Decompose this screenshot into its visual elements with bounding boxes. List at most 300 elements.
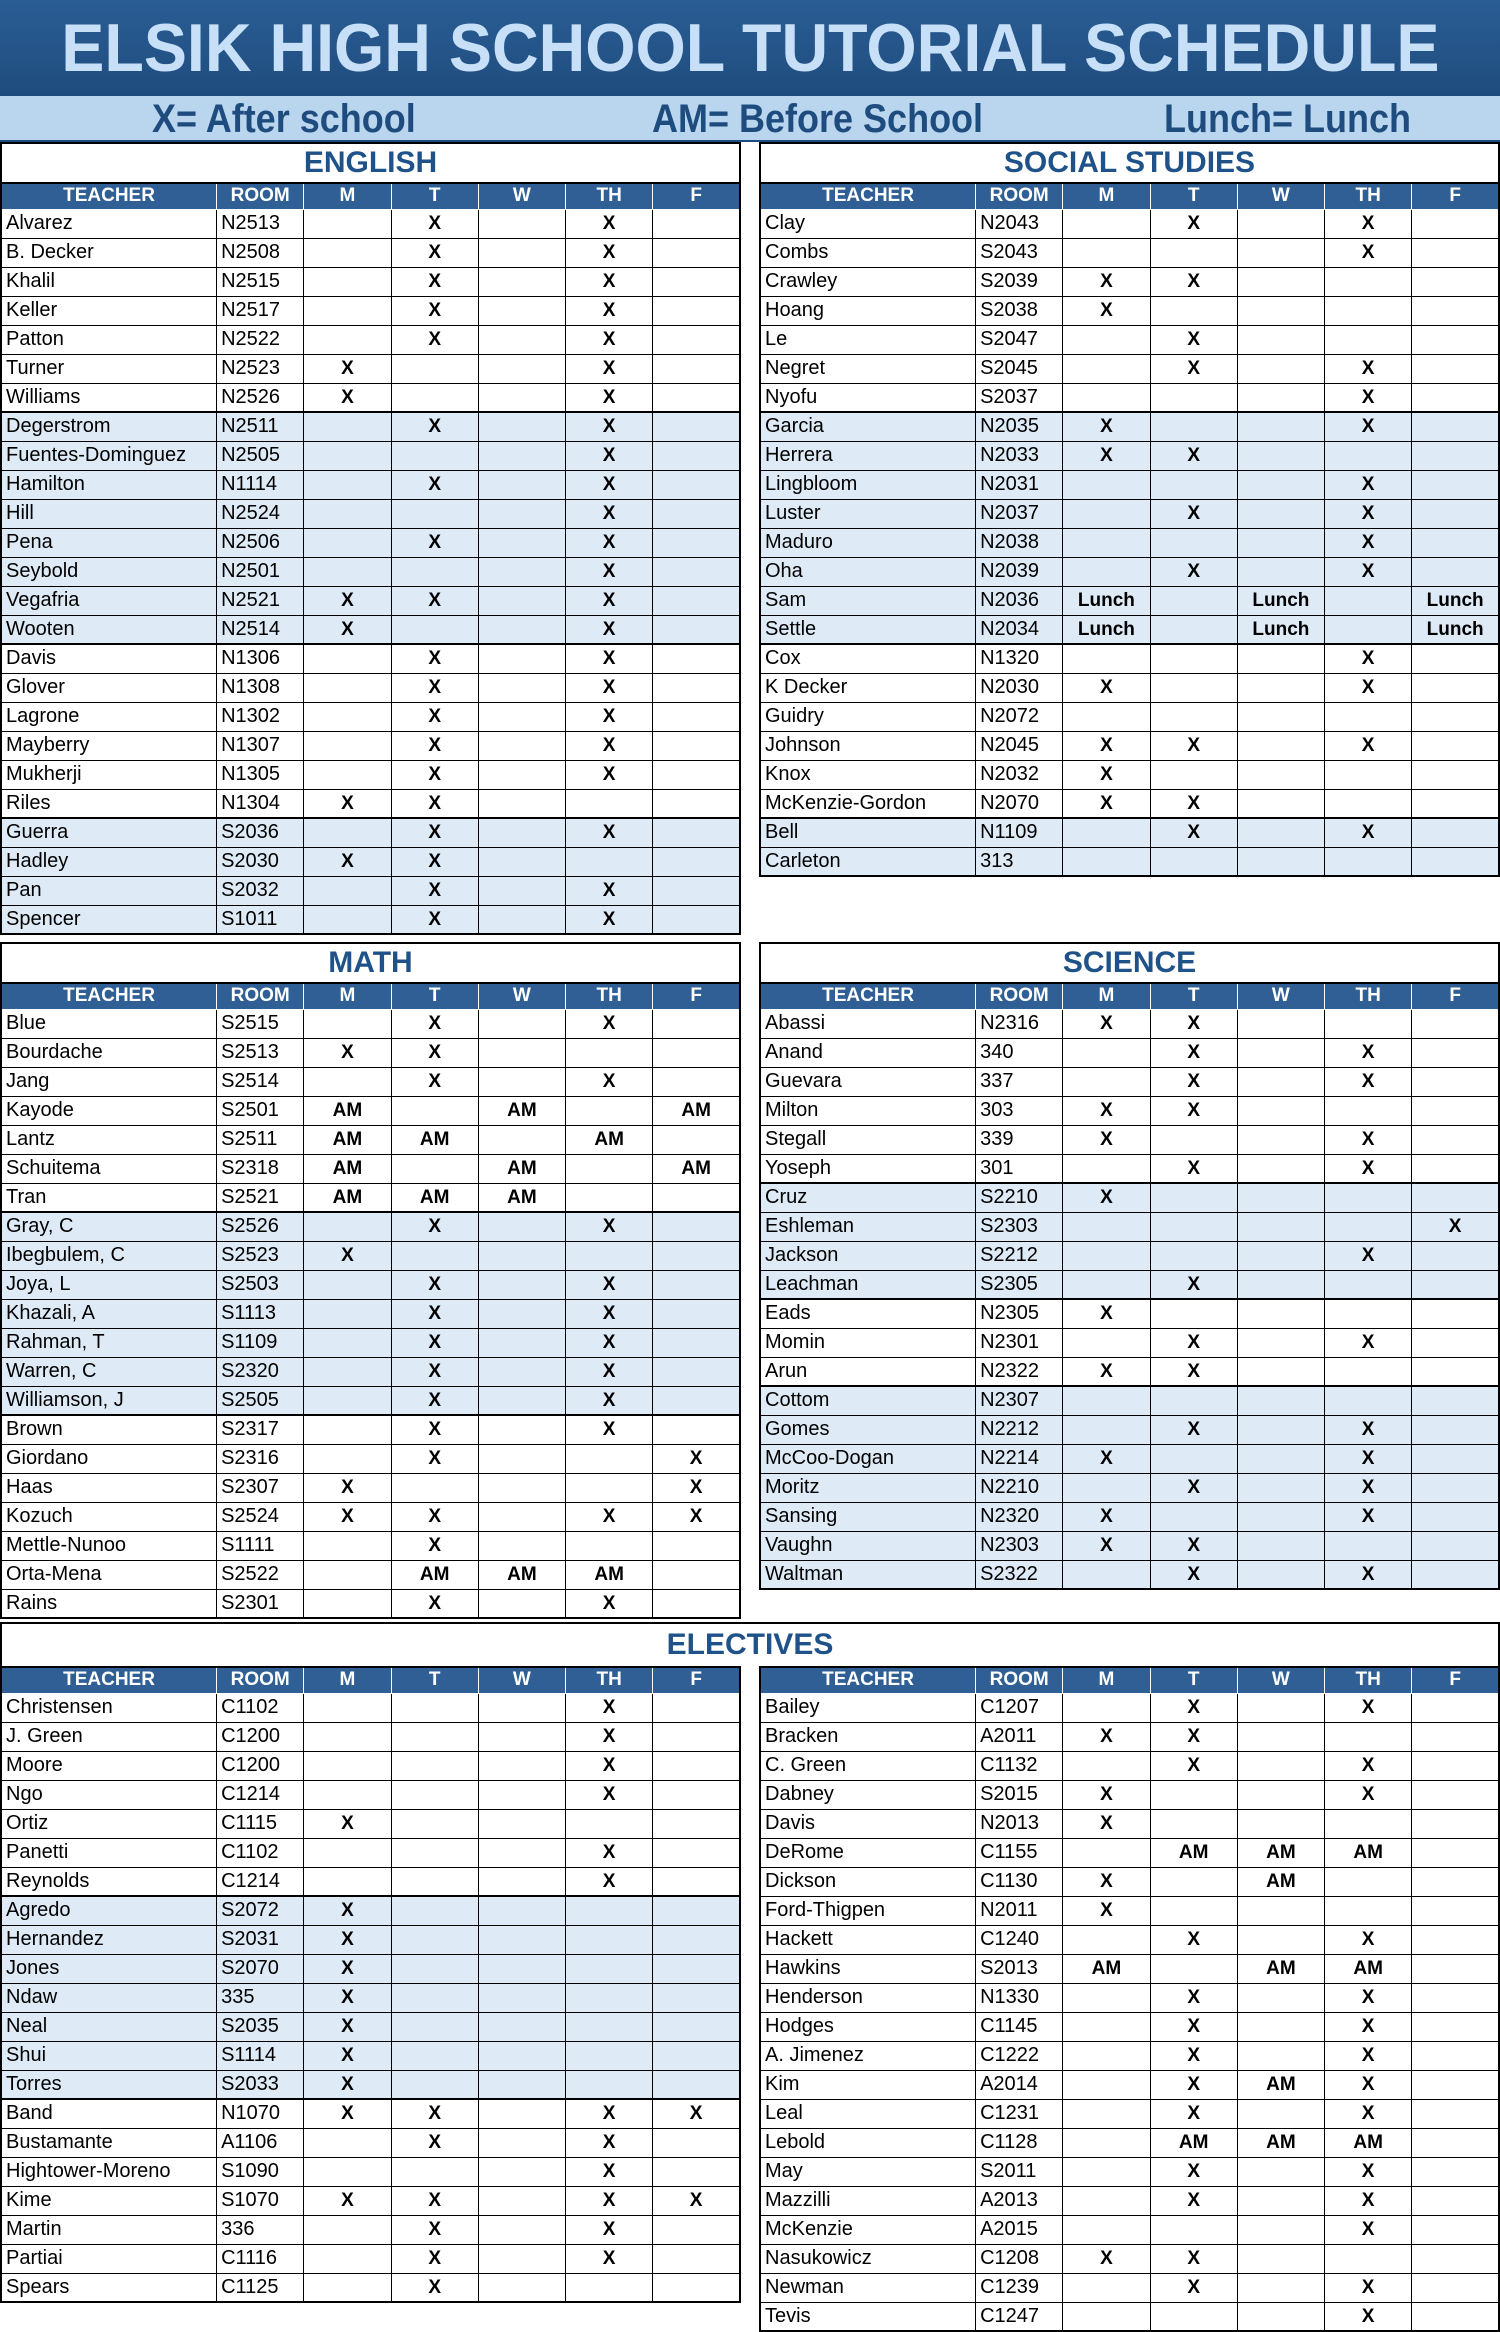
table-row [1,296,740,325]
day-cell [1063,1386,1150,1415]
table-row [1,499,740,528]
day-cell: X [1325,1415,1412,1444]
table-row [760,818,1499,847]
day-cell [1412,731,1499,760]
room-cell: S2503 [217,1270,304,1299]
day-cell: X [1325,1502,1412,1531]
table-row [760,2070,1499,2099]
day-cell [1063,1270,1150,1299]
teacher-cell: Rahman, T [1,1328,217,1357]
column-header: TEACHER [1,1667,217,1693]
table-row [760,644,1499,673]
day-cell [1325,1722,1412,1751]
column-header: ROOM [976,183,1063,209]
teacher-cell: Blue [1,1009,217,1038]
day-cell [304,731,391,760]
room-cell: C1222 [976,2041,1063,2070]
day-cell [1325,1212,1412,1241]
day-cell [1412,1531,1499,1560]
day-cell: X [1150,1328,1237,1357]
day-cell: X [566,1838,653,1867]
teacher-cell: Lebold [760,2128,976,2157]
day-cell [653,209,740,238]
day-cell [653,383,740,412]
day-cell [1237,1299,1324,1328]
day-cell: X [1150,1531,1237,1560]
day-cell [304,1386,391,1415]
table-row [1,238,740,267]
table-row [760,441,1499,470]
day-cell [1150,1809,1237,1838]
electives-left-table [0,1666,741,2303]
table-row [760,383,1499,412]
teacher-cell: Jackson [760,1241,976,1270]
room-cell: S1114 [217,2041,304,2070]
teacher-cell: Williams [1,383,217,412]
teacher-cell: Hadley [1,847,217,876]
day-cell [653,557,740,586]
header-row [1,183,740,209]
day-cell: X [1325,354,1412,383]
room-cell: S2039 [976,267,1063,296]
day-cell: X [1150,441,1237,470]
day-cell [1412,2128,1499,2157]
column-header: F [653,183,740,209]
day-cell [478,1809,565,1838]
day-cell: X [1325,1444,1412,1473]
day-cell [653,1722,740,1751]
room-cell: N2043 [976,209,1063,238]
day-cell [304,2244,391,2273]
day-cell: X [1150,2273,1237,2302]
day-cell: X [1150,2244,1237,2273]
day-cell [1412,1386,1499,1415]
room-cell: N1304 [217,789,304,818]
day-cell: X [1063,1502,1150,1531]
teacher-cell: Hawkins [760,1954,976,1983]
table-row [760,238,1499,267]
day-cell: AM [1237,1954,1324,1983]
room-cell: N2212 [976,1415,1063,1444]
day-cell [391,1925,478,1954]
room-cell: C1115 [217,1809,304,1838]
room-cell: N1306 [217,644,304,673]
room-cell: N2307 [976,1386,1063,1415]
day-cell [478,2215,565,2244]
room-cell: N2508 [217,238,304,267]
day-cell [1063,1212,1150,1241]
day-cell: X [304,1925,391,1954]
day-cell [391,2012,478,2041]
room-cell: C1231 [976,2099,1063,2128]
day-cell [391,615,478,644]
table-row [760,1154,1499,1183]
room-cell: N2011 [976,1896,1063,1925]
day-cell: X [391,209,478,238]
teacher-cell: Cox [760,644,976,673]
room-cell: 335 [217,1983,304,2012]
day-cell [1325,1096,1412,1125]
room-cell: N2070 [976,789,1063,818]
day-cell [478,2273,565,2302]
day-cell [1237,2302,1324,2331]
table-row [1,2099,740,2128]
header-row [760,983,1499,1009]
day-cell [653,905,740,934]
day-cell [304,1270,391,1299]
day-cell [1237,557,1324,586]
day-cell: X [566,1589,653,1618]
room-cell: N1114 [217,470,304,499]
day-cell [653,1867,740,1896]
room-cell: C1200 [217,1751,304,1780]
day-cell [1412,325,1499,354]
table-row [1,1154,740,1183]
day-cell [653,615,740,644]
day-cell [478,557,565,586]
table-row [760,209,1499,238]
day-cell: X [1325,1693,1412,1722]
day-cell [1325,1270,1412,1299]
room-cell: C1214 [217,1780,304,1809]
table-row [760,470,1499,499]
day-cell [653,296,740,325]
day-cell [1063,2012,1150,2041]
day-cell [1412,2012,1499,2041]
day-cell [566,2041,653,2070]
table-row [1,760,740,789]
table-row [1,1838,740,1867]
day-cell: X [1063,296,1150,325]
day-cell: X [1325,731,1412,760]
day-cell: X [1150,1067,1237,1096]
day-cell [1325,2244,1412,2273]
table-row [1,1751,740,1780]
day-cell: X [1150,1751,1237,1780]
teacher-cell: Mettle-Nunoo [1,1531,217,1560]
day-cell: X [566,905,653,934]
day-cell [653,2215,740,2244]
day-cell [478,1751,565,1780]
table-row [760,2215,1499,2244]
day-cell: X [1150,557,1237,586]
teacher-cell: Dabney [760,1780,976,1809]
day-cell [653,673,740,702]
day-cell [1325,1183,1412,1212]
day-cell [1237,1212,1324,1241]
day-cell: X [1325,1751,1412,1780]
day-cell [1412,528,1499,557]
day-cell: X [566,412,653,441]
day-cell [1237,2186,1324,2215]
table-row [1,1357,740,1386]
column-header: ROOM [217,183,304,209]
day-cell: X [1325,2157,1412,2186]
day-cell: AM [1063,1954,1150,1983]
day-cell: X [1150,789,1237,818]
table-row [760,2157,1499,2186]
column-header: ROOM [217,983,304,1009]
day-cell [1150,760,1237,789]
table-row [760,2244,1499,2273]
day-cell [1412,2157,1499,2186]
day-cell [1325,441,1412,470]
table-row [1,383,740,412]
column-header: TEACHER [1,183,217,209]
room-cell: N1307 [217,731,304,760]
teacher-cell: Vaughn [760,1531,976,1560]
day-cell: X [566,702,653,731]
day-cell [391,1751,478,1780]
day-cell: X [391,673,478,702]
room-cell: N1308 [217,673,304,702]
day-cell: X [1150,2070,1237,2099]
column-header: T [1150,983,1237,1009]
day-cell: X [566,2157,653,2186]
day-cell [1412,354,1499,383]
teacher-cell: May [760,2157,976,2186]
day-cell: Lunch [1412,586,1499,615]
day-cell [304,209,391,238]
day-cell [566,1473,653,1502]
table-row [1,1809,740,1838]
day-cell: AM [304,1154,391,1183]
day-cell [478,1125,565,1154]
electives-right-table [759,1666,1500,2332]
day-cell [1237,2215,1324,2244]
day-cell: X [566,1299,653,1328]
day-cell: X [566,586,653,615]
day-cell: X [304,847,391,876]
day-cell: X [1150,1415,1237,1444]
day-cell: X [653,1473,740,1502]
table-row [760,1502,1499,1531]
day-cell [1063,1473,1150,1502]
day-cell [1150,1212,1237,1241]
day-cell [1237,354,1324,383]
day-cell [478,325,565,354]
day-cell: X [566,499,653,528]
day-cell [1063,1838,1150,1867]
day-cell: X [1150,1473,1237,1502]
teacher-cell: Eshleman [760,1212,976,1241]
day-cell [478,818,565,847]
day-cell: X [1325,209,1412,238]
day-cell [1412,296,1499,325]
day-cell [478,1722,565,1751]
day-cell: X [1325,2041,1412,2070]
room-cell: S2032 [217,876,304,905]
teacher-cell: Bourdache [1,1038,217,1067]
day-cell [1412,2302,1499,2331]
day-cell [1412,412,1499,441]
day-cell [653,1183,740,1212]
day-cell: X [566,441,653,470]
room-cell: S2301 [217,1589,304,1618]
day-cell [1412,1241,1499,1270]
day-cell: AM [1150,2128,1237,2157]
day-cell [1412,1809,1499,1838]
room-cell: N2072 [976,702,1063,731]
day-cell: X [1063,412,1150,441]
day-cell: X [1325,383,1412,412]
day-cell [478,1241,565,1270]
day-cell: X [391,1328,478,1357]
day-cell: AM [391,1183,478,1212]
day-cell [1063,209,1150,238]
day-cell [653,1693,740,1722]
teacher-cell: Clay [760,209,976,238]
legend-after-school: X= After school [152,97,416,141]
day-cell [1150,1780,1237,1809]
day-cell [653,1838,740,1867]
day-cell: AM [304,1096,391,1125]
day-cell [478,1270,565,1299]
teacher-cell: Hackett [760,1925,976,1954]
day-cell [653,238,740,267]
day-cell [304,1009,391,1038]
day-cell [653,1270,740,1299]
day-cell [1237,1183,1324,1212]
day-cell: X [1150,1009,1237,1038]
room-cell: N1305 [217,760,304,789]
room-cell: C1155 [976,1838,1063,1867]
table-row [760,2128,1499,2157]
day-cell [1412,1983,1499,2012]
day-cell [478,876,565,905]
room-cell: S2013 [976,1954,1063,1983]
day-cell [653,1589,740,1618]
column-header: T [391,983,478,1009]
day-cell: X [304,615,391,644]
day-cell [1150,847,1237,876]
day-cell [1237,644,1324,673]
room-cell: S2322 [976,1560,1063,1589]
day-cell [1412,1096,1499,1125]
day-cell: AM [1325,1838,1412,1867]
day-cell [1150,1502,1237,1531]
day-cell [391,1722,478,1751]
teacher-cell: Degerstrom [1,412,217,441]
day-cell [566,1809,653,1838]
teacher-cell: Partiai [1,2244,217,2273]
day-cell: X [1325,238,1412,267]
table-row [760,2302,1499,2331]
day-cell [304,1560,391,1589]
table-row [1,905,740,934]
science-table [759,982,1500,1590]
teacher-cell: Orta-Mena [1,1560,217,1589]
day-cell: X [1063,673,1150,702]
day-cell: AM [478,1183,565,1212]
day-cell: AM [391,1560,478,1589]
day-cell [1412,1693,1499,1722]
day-cell [1325,1867,1412,1896]
room-cell: S2307 [217,1473,304,1502]
day-cell [391,2157,478,2186]
day-cell [1150,1954,1237,1983]
table-row [1,1954,740,1983]
table-row [1,1067,740,1096]
day-cell [1237,789,1324,818]
day-cell [653,1896,740,1925]
day-cell: X [391,1357,478,1386]
day-cell: AM [566,1125,653,1154]
teacher-cell: Herrera [760,441,976,470]
day-cell: X [566,1067,653,1096]
day-cell: Lunch [1237,586,1324,615]
teacher-cell: Williamson, J [1,1386,217,1415]
room-cell: N2030 [976,673,1063,702]
day-cell [478,731,565,760]
table-row [760,1009,1499,1038]
day-cell [653,1038,740,1067]
day-cell: X [1325,1038,1412,1067]
day-cell [478,2041,565,2070]
room-cell: A2015 [976,2215,1063,2244]
day-cell [1237,1038,1324,1067]
day-cell [391,2041,478,2070]
table-row [1,1502,740,1531]
day-cell [1412,1502,1499,1531]
table-row [1,557,740,586]
teacher-cell: Ford-Thigpen [760,1896,976,1925]
table-row [760,412,1499,441]
day-cell [304,1357,391,1386]
day-cell [304,2215,391,2244]
day-cell [478,760,565,789]
room-cell: A2013 [976,2186,1063,2215]
teacher-cell: Guevara [760,1067,976,1096]
day-cell [1412,1415,1499,1444]
room-cell: N2523 [217,354,304,383]
day-cell [1237,1560,1324,1589]
day-cell [1325,296,1412,325]
day-cell: Lunch [1063,615,1150,644]
table-row [760,673,1499,702]
teacher-cell: Vegafria [1,586,217,615]
day-cell [1063,2157,1150,2186]
day-cell: X [1150,499,1237,528]
day-cell [566,2070,653,2099]
table-row [760,1444,1499,1473]
day-cell [304,238,391,267]
teacher-cell: Leal [760,2099,976,2128]
day-cell [566,1444,653,1473]
day-cell [478,586,565,615]
teacher-cell: Combs [760,238,976,267]
science-section [759,942,1500,1590]
day-cell: X [566,238,653,267]
teacher-cell: Giordano [1,1444,217,1473]
teacher-cell: C. Green [760,1751,976,1780]
day-cell [1412,1751,1499,1780]
table-row [1,2273,740,2302]
table-row [1,586,740,615]
day-cell [304,818,391,847]
day-cell: X [391,586,478,615]
table-row [1,1693,740,1722]
table-row [760,1693,1499,1722]
day-cell: X [304,1038,391,1067]
teacher-cell: Khazali, A [1,1299,217,1328]
teacher-cell: Nasukowicz [760,2244,976,2273]
day-cell: X [304,1241,391,1270]
teacher-cell: Bailey [760,1693,976,1722]
table-row [760,1241,1499,1270]
day-cell: X [391,470,478,499]
day-cell [1412,1328,1499,1357]
